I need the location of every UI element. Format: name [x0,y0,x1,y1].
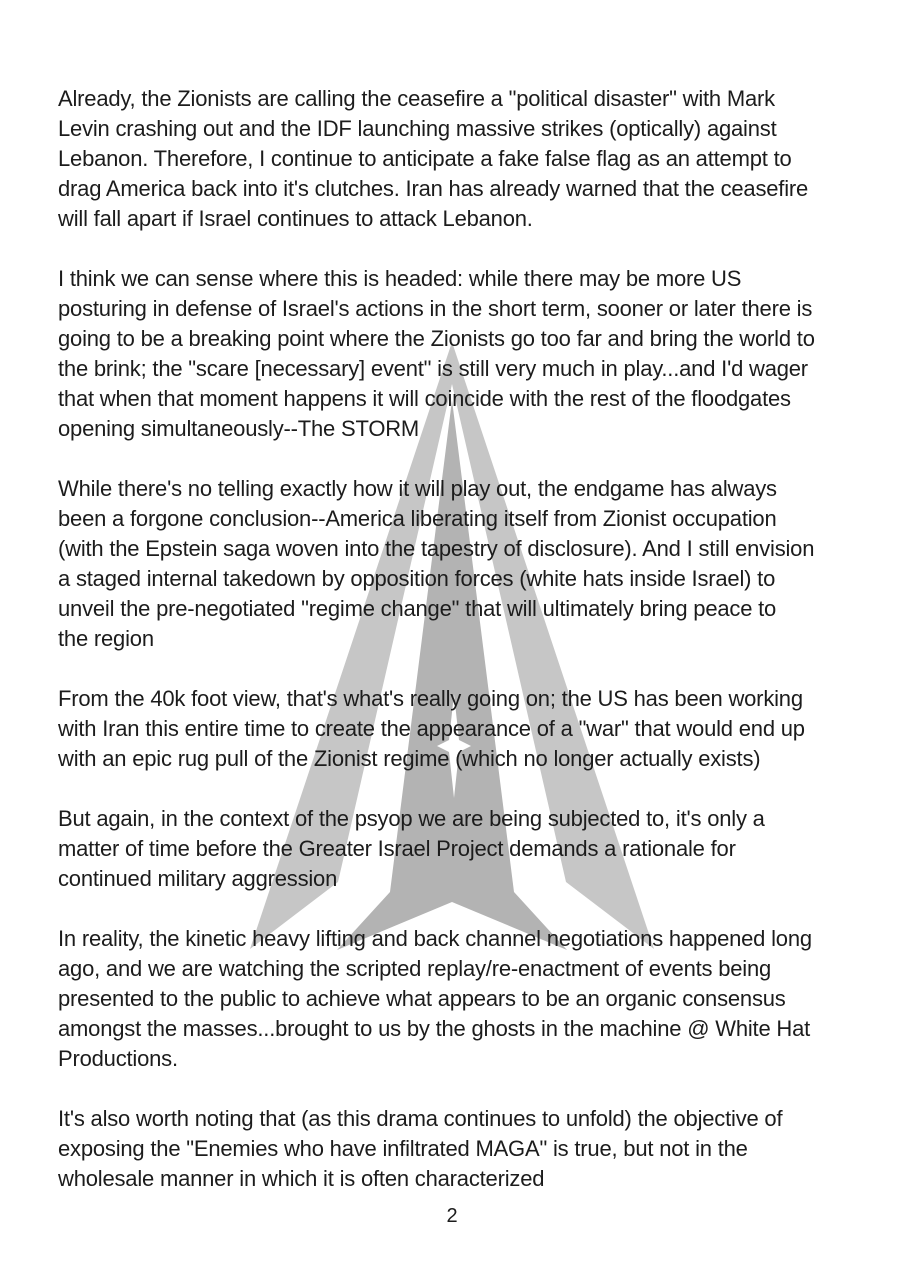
text-line: I think we can sense where this is headed: while there may be more US [58,266,742,291]
text-line: But again, in the context of the psyop we are being subjected to, it's only a [58,806,765,831]
text-line: (with the Epstein saga woven into the tapestry of disclosure). And I still envision [58,536,815,561]
page-number: 2 [446,1205,458,1227]
text-line: a staged internal takedown by opposition forces (white hats inside Israel) to [58,566,776,591]
text-line: ago, and we are watching the scripted replay/re-enactment of events being [58,956,772,981]
paragraph [58,474,858,654]
text-line: with Iran this entire time to create the appearance of a "war" that would end up [58,716,805,741]
text-line: presented to the public to achieve what appears to be an organic consensus [58,986,786,1011]
paragraph [58,684,858,774]
text-line: Levin crashing out and the IDF launching massive strikes (optically) against [58,116,777,141]
paragraph [58,924,858,1074]
text-line: opening simultaneously--The STORM [58,416,420,441]
text-line: Productions. [58,1046,178,1071]
text-line: been a forgone conclusion--America liberating itself from Zionist occupation [58,506,777,531]
text-line: the region [58,626,154,651]
paragraph [58,84,858,234]
text-line: From the 40k foot view, that's what's really going on; the US has been working [58,686,803,711]
paragraph [58,1104,858,1194]
text-line: that when that moment happens it will coincide with the rest of the floodgates [58,386,791,411]
text-line: will fall apart if Israel continues to attack Lebanon. [58,206,533,231]
text-line: matter of time before the Greater Israel Project demands a rationale for [58,836,736,861]
text-line: with an epic rug pull of the Zionist regime (which no longer actually exists) [58,746,761,771]
text-line: posturing in defense of Israel's actions in the short term, sooner or later there is [58,296,813,321]
document-body [58,84,858,1224]
text-line: the brink; the "scare [necessary] event" is still very much in play...and I'd wager [58,356,808,381]
text-line: going to be a breaking point where the Zionists go too far and bring the world to [58,326,815,351]
text-line: Lebanon. Therefore, I continue to anticipate a fake false flag as an attempt to [58,146,792,171]
text-line: amongst the masses...brought to us by the ghosts in the machine @ White Hat [58,1016,811,1041]
text-line: continued military aggression [58,866,338,891]
text-line: drag America back into it's clutches. Iran has already warned that the ceasefire [58,176,809,201]
text-line: exposing the "Enemies who have infiltrated MAGA" is true, but not in the [58,1136,748,1161]
text-line: In reality, the kinetic heavy lifting and back channel negotiations happened long [58,926,812,951]
text-line: unveil the pre-negotiated "regime change" that will ultimately bring peace to [58,596,777,621]
text-line: While there's no telling exactly how it will play out, the endgame has always [58,476,777,501]
text-line: It's also worth noting that (as this drama continues to unfold) the objective of [58,1106,783,1131]
text-line: Already, the Zionists are calling the ceasefire a "political disaster" with Mark [58,86,775,111]
paragraph [58,264,858,444]
text-line: wholesale manner in which it is often characterized [58,1166,545,1191]
paragraph [58,804,858,894]
